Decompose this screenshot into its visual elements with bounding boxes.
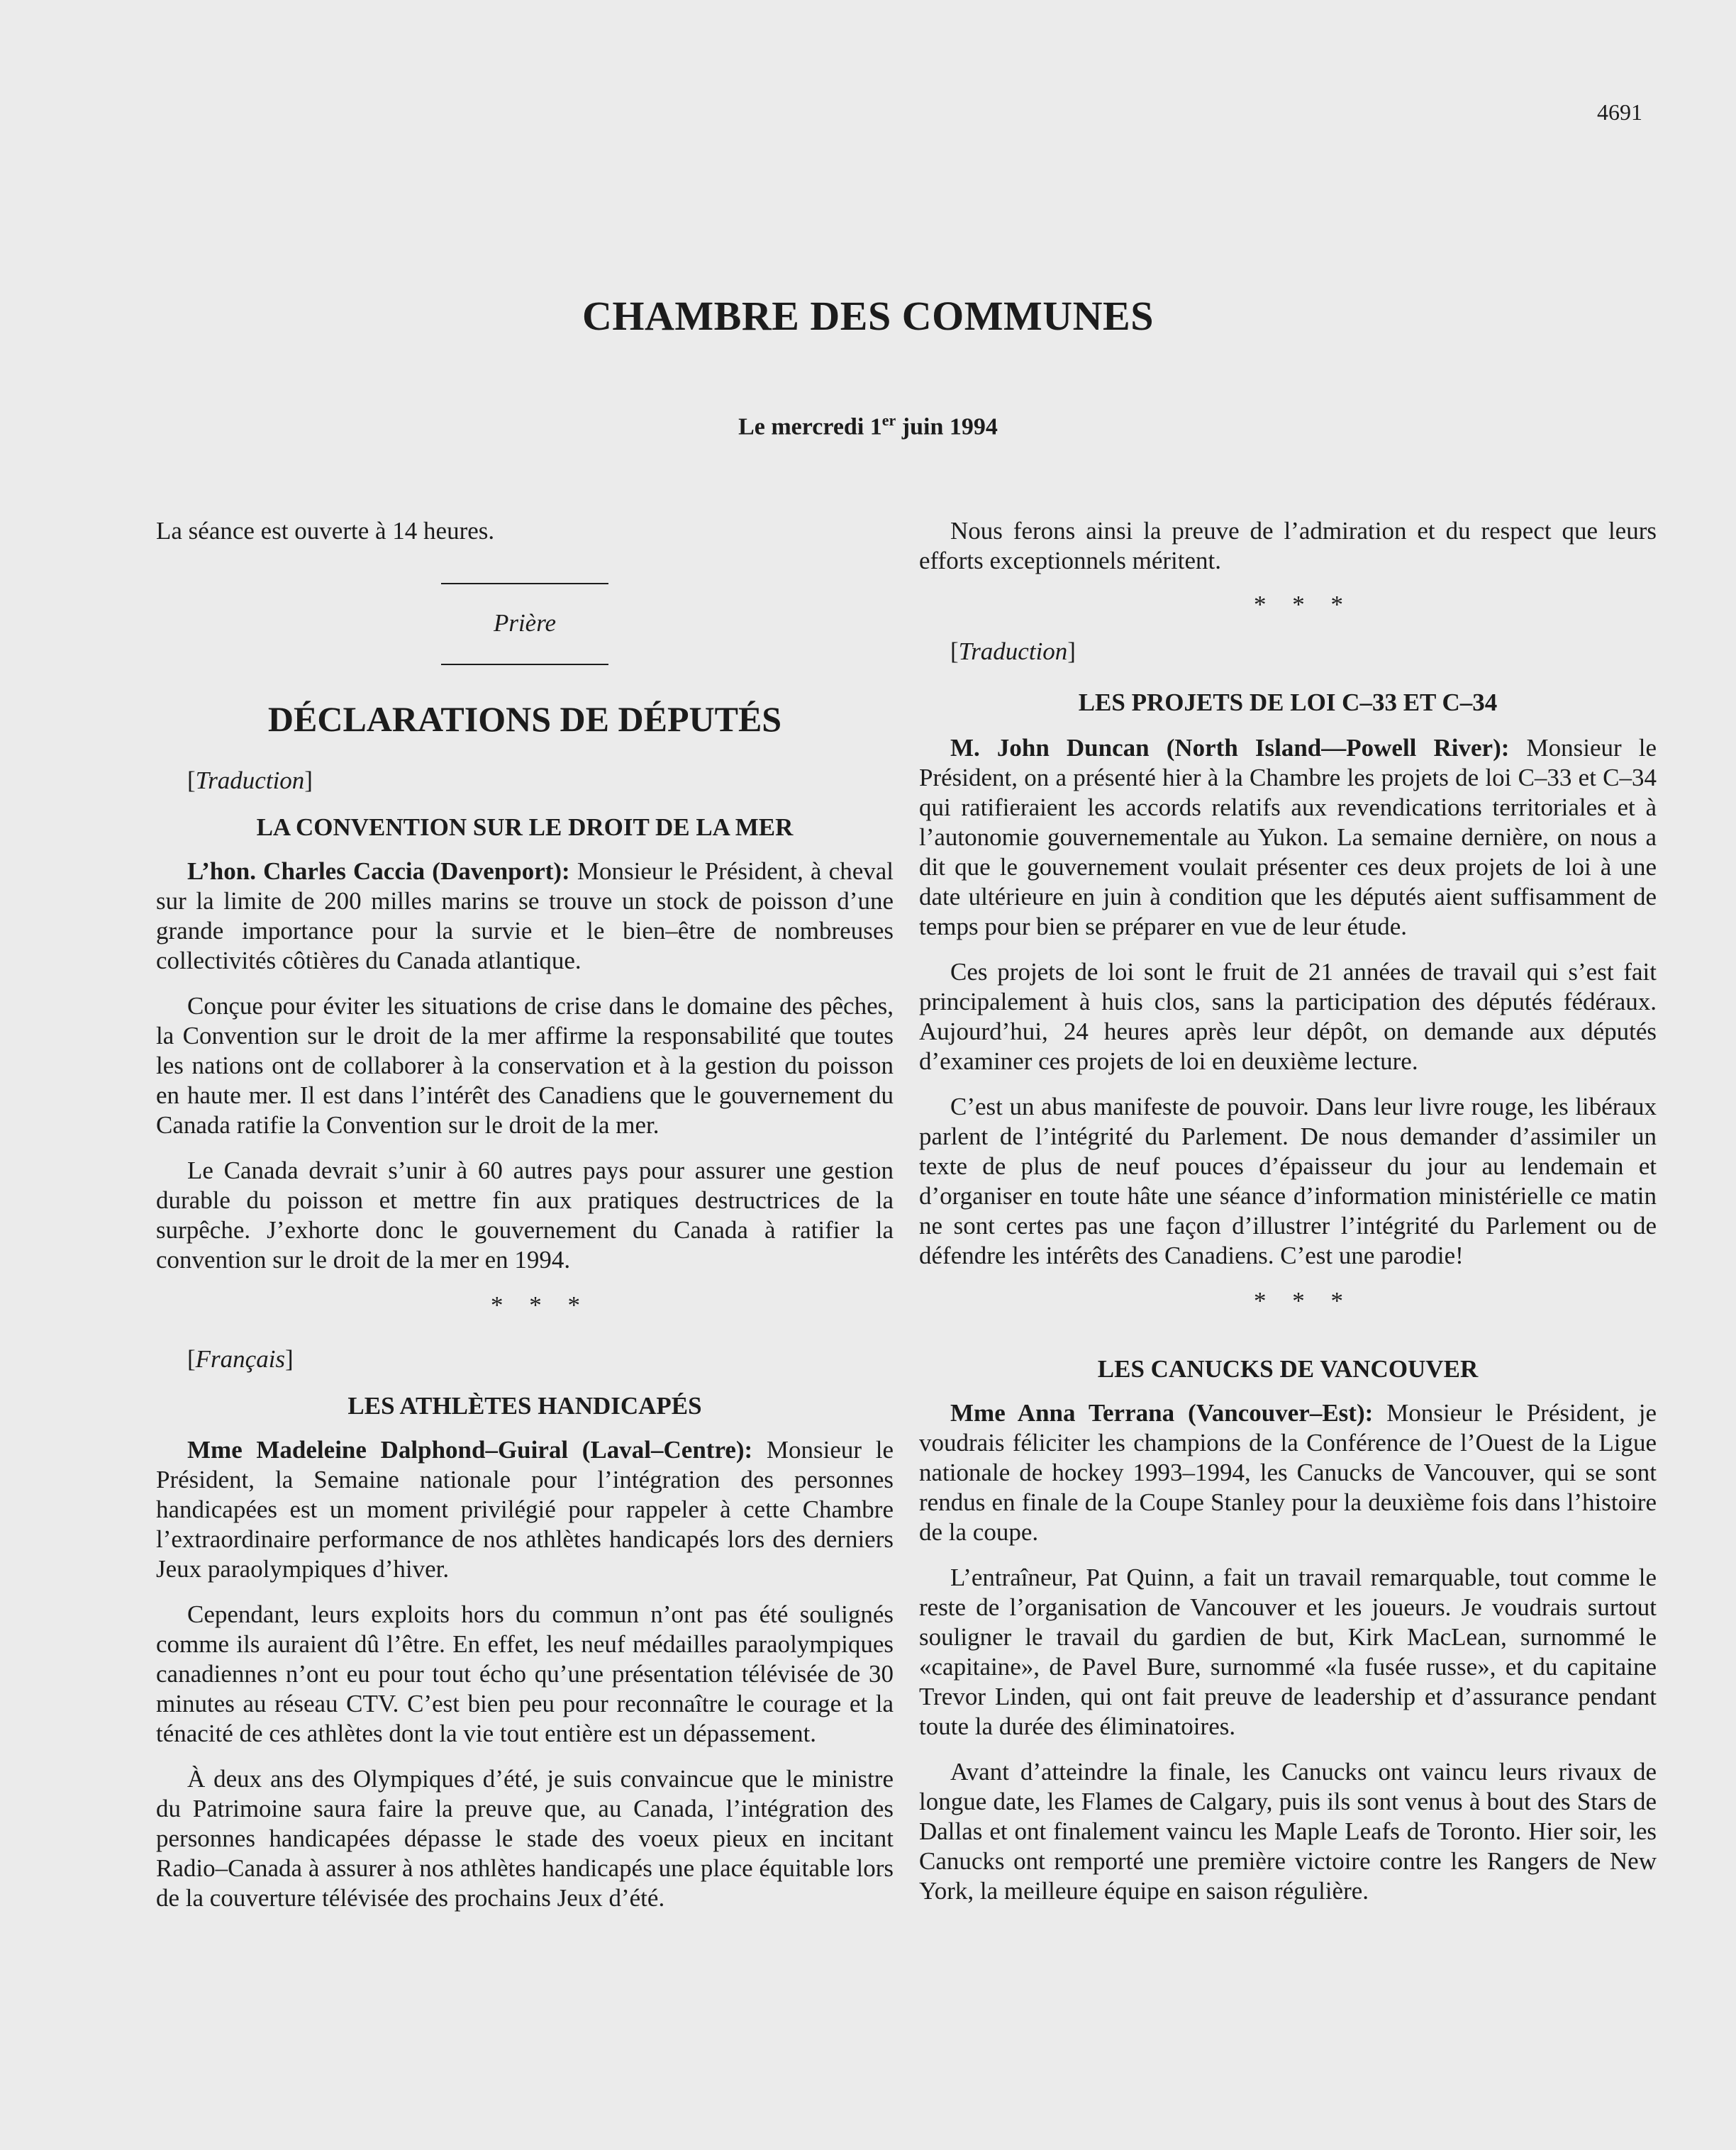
statement-heading: LES CANUCKS DE VANCOUVER <box>1097 1355 1479 1383</box>
section-title: DÉCLARATIONS DE DÉPUTÉS <box>267 699 782 739</box>
statement-paragraph: Cependant, leurs exploits hors du commun n’ont pas été soulignés comme ils auraient dû l’être. En effet, les neuf médailles paraolympiques canadiennes n’ont eu pour tout écho qu’une présentation télévisée de 30 minutes au réseau CTV. C’est bien peu pour reconnaître le courage et la ténacité de ces athlètes dont la vie tout entière est un dépassement. <box>156 1600 894 1747</box>
date-prefix: Le mercredi 1 <box>738 413 882 440</box>
statement-paragraph: C’est un abus manifeste de pouvoir. Dans leur livre rouge, les libéraux parlent de l’intégrité du Parlement. De nous demander d’assimiler un texte de plus de neuf pouces d’épaisseur du jour au lendemain et d’organiser en toute hâte une séance d’information ministérielle ce matin ne sont certes pas une façon d’illustrer l’intégrité du Parlement ou de défendre les intérêts des Canadiens. C’est une parodie! <box>919 1093 1657 1269</box>
statement-paragraph: Mme Anna Terrana (Vancouver–Est): Monsieur le Président, je voudrais féliciter les champions de la Conférence de l’Ouest de la Ligue nationale de hockey 1993–1994, les Canucks de Vancouver, qui se sont rendus en finale de la Coupe Stanley pour la deuxième fois dans l’histoire de la coupe. <box>919 1399 1657 1546</box>
statement-paragraph: À deux ans des Olympiques d’été, je suis convaincue que le ministre du Patrimoine saura faire la preuve que, au Canada, l’intégration des personnes handicapées dépasse le stade des voeux pieux en incitant Radio–Canada à assurer à nos athlètes handicapés une place équitable lors de la couverture télévisée des prochains Jeux d’été. <box>156 1765 894 1912</box>
speaker-name: M. John Duncan (North Island—Powell River): <box>950 734 1510 762</box>
language-tag: [Traduction] <box>950 637 1076 665</box>
priere-heading: Prière <box>493 609 557 637</box>
divider-rule <box>441 664 608 665</box>
statement-paragraph: Le Canada devrait s’unir à 60 autres pays pour assurer une gestion durable du poisson et mettre fin aux pratiques destructrices de la surpêche. J’exhorte donc le gouvernement du Canada à ratifier la convention sur le droit de la mer en 1994. <box>156 1157 894 1274</box>
section-separator: * * * <box>1254 1287 1353 1315</box>
speaker-name: Mme Madeleine Dalphond–Guiral (Laval–Centre): <box>187 1436 753 1464</box>
speaker-name: L’hon. Charles Caccia (Davenport): <box>187 857 570 885</box>
statement-heading: LES ATHLÈTES HANDICAPÉS <box>347 1392 702 1420</box>
speaker-name: Mme Anna Terrana (Vancouver–Est): <box>950 1399 1374 1427</box>
statement-paragraph: M. John Duncan (North Island—Powell River): Monsieur le Président, on a présenté hier à la Chambre les projets de loi C–33 et C–34 qui ratifieraient les accords relatifs aux revendications territoriales et à l’autonomie gouvernementale au Yukon. La semaine dernière, on nous a dit que le gouvernement voulait présenter ces deux projets de loi à une date ultérieure en juin à condition que les députés aient suffisamment de temps pour bien se préparer en vue de leur étude. <box>919 734 1657 940</box>
statement-paragraph: L’entraîneur, Pat Quinn, a fait un travail remarquable, tout comme le reste de l’organisation de Vancouver et les joueurs. Je voudrais surtout souligner le travail du gardien de but, Kirk MacLean, surnommé le «capitaine», de Pavel Bure, surnommé «la fusée russe», et du capitaine Trevor Linden, qui ont fait preuve de leadership et d’assurance pendant toute la durée des éliminatoires. <box>919 1564 1657 1740</box>
statement-heading: LES PROJETS DE LOI C–33 ET C–34 <box>1078 689 1498 716</box>
page-number: 4691 <box>1597 99 1642 125</box>
statement-paragraph: Avant d’atteindre la finale, les Canucks ont vaincu leurs rivaux de longue date, les Flames de Calgary, puis ils sont venus à bout des Stars de Dallas et ont finalement vaincu les Maple Leafs de Toronto. Hier soir, les Canucks ont remporté une première victoire contre les Rangers de New York, la meilleure équipe en saison régulière. <box>919 1758 1657 1905</box>
statement-paragraph: Ces projets de loi sont le fruit de 21 années de travail qui s’est fait principalement à huis clos, sans la participation des députés fédéraux. Aujourd’hui, 24 heures après leur dépôt, on demande aux députés d’examiner ces projets de loi en deuxième lecture. <box>919 958 1657 1075</box>
statement-paragraph: Mme Madeleine Dalphond–Guiral (Laval–Centre): Monsieur le Président, la Semaine nationale pour l’intégration des personnes handicapées est un moment privilégié pour rappeler à cette Chambre l’extraordinaire performance de nos athlètes handicapés lors des derniers Jeux paraolympiques d’hiver. <box>156 1436 894 1583</box>
section-separator: * * * <box>491 1291 590 1319</box>
statement-paragraph: Nous ferons ainsi la preuve de l’admiration et du respect que leurs efforts exceptionnels méritent. <box>919 517 1657 574</box>
right-column <box>919 516 1657 1922</box>
section-separator: * * * <box>1254 591 1353 618</box>
language-tag: [Traduction] <box>187 767 313 794</box>
statement-paragraph: L’hon. Charles Caccia (Davenport): Monsieur le Président, à cheval sur la limite de 200 milles marins se trouve un stock de poisson d’une grande importance pour la survie et le bien–être de nombreuses collectivités côtières du Canada atlantique. <box>156 857 894 974</box>
opening-line: La séance est ouverte à 14 heures. <box>156 517 495 545</box>
left-column <box>156 516 894 1929</box>
statement-heading: LA CONVENTION SUR LE DROIT DE LA MER <box>256 813 794 841</box>
date-superscript: er <box>881 411 896 429</box>
page-title: CHAMBRE DES COMMUNES <box>582 293 1154 339</box>
date-suffix: juin 1994 <box>896 413 998 440</box>
sitting-date <box>0 411 1736 440</box>
divider-rule <box>441 583 608 584</box>
language-tag: [Français] <box>187 1345 294 1373</box>
statement-paragraph: Conçue pour éviter les situations de crise dans le domaine des pêches, la Convention sur le droit de la mer affirme la responsabilité que toutes les nations ont de collaborer à la conservation et à la gestion du poisson en haute mer. Il est dans l’intérêt des Canadiens que le gouvernement du Canada ratifie la Convention sur le droit de la mer. <box>156 992 894 1139</box>
